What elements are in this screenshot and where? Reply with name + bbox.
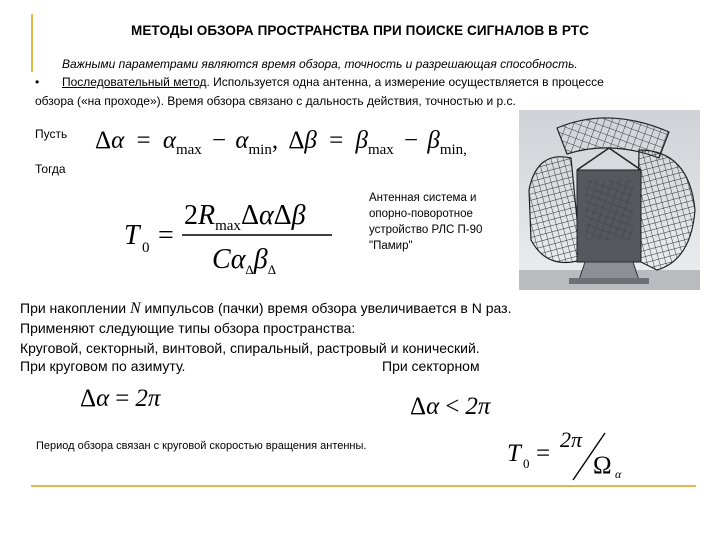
f2-sub-beta: Δ (267, 262, 277, 277)
f2-zero: 0 (142, 240, 150, 256)
slide-title: МЕТОДЫ ОБЗОРА ПРОСТРАНСТВА ПРИ ПОИСКЕ СИГНАЛОВ В РТС (130, 23, 589, 38)
f5-eq: = (536, 440, 551, 467)
f1-beta-min: β (427, 127, 440, 154)
f1-sub-max-a: max (175, 142, 202, 158)
let-label: Пусть (35, 127, 68, 141)
then-label: Тогда (35, 162, 66, 176)
f4-delta: Δ (410, 393, 427, 420)
f2-sub-max: max (215, 218, 241, 234)
f1-sub-min-b: min, (439, 142, 467, 158)
f1-eq-a: = (136, 127, 151, 154)
f1-eq-b: = (329, 127, 344, 154)
accumulation-line (20, 300, 511, 318)
sector-label: При секторном (382, 358, 480, 374)
intro-text: Важными параметрами являются время обзора, точность и разрешающая способность. (62, 57, 578, 71)
delta-definition-formula (95, 118, 495, 158)
antenna-caption: Антенная система и опорно-поворотное устройство РЛС П-90 "Памир" (369, 192, 483, 252)
f2-delta-b: Δ (273, 200, 292, 231)
f1-alpha-max: α (162, 127, 176, 154)
t0-formula (120, 192, 345, 282)
f2-sub-alpha: Δ (245, 262, 254, 277)
period-formula (505, 425, 635, 483)
period-text: Период обзора связан с круговой скоростью вращения антенны. (36, 440, 367, 452)
f3-alpha: α (96, 385, 110, 412)
f1-beta-max: β (355, 127, 368, 154)
svg-text:Δα=2π (80, 385, 162, 412)
accent-vertical-rule (31, 14, 33, 72)
f4-alpha: α (426, 393, 440, 420)
types-list-line: Круговой, секторный, винтовой, спиральный, растровый и конический. (20, 340, 480, 356)
bullet-rest: . Используется одна антенна, а измерение осуществляется в процессе (206, 75, 604, 89)
f4-lt: < (445, 393, 460, 420)
svg-text:Δα = αmax − αm (95, 127, 467, 158)
f5-T: T (507, 440, 521, 467)
f1-alpha-a: α (111, 127, 125, 154)
bullet-line-2: обзора («на проходе»). Время обзора связано с дальность действия, точностью и р.с. (35, 94, 516, 108)
f2-alpha-den: α (230, 244, 246, 275)
f5-sub: α (615, 467, 622, 481)
f1-comma: , (271, 127, 279, 154)
f2-R: R (198, 200, 216, 231)
svg-text:Δα<2π (410, 393, 492, 420)
bullet-mark: • (35, 75, 40, 89)
types-intro-line: Применяют следующие типы обзора пространства: (20, 320, 356, 336)
f3-delta: Δ (80, 385, 97, 412)
accumulation-text-b: импульсов (пачки) время обзора увеличивается в N раз. (140, 300, 512, 316)
f2-two: 2 (184, 200, 198, 231)
f1-minus-b: − (404, 127, 419, 154)
f2-beta-num: β (291, 200, 306, 231)
var-N: N (129, 300, 141, 317)
circular-formula (80, 380, 190, 414)
f2-delta-a: Δ (240, 200, 259, 231)
f1-sub-min-a: min (248, 142, 272, 158)
f1-sub-max-b: max (367, 142, 394, 158)
f4-rhs: 2π (465, 393, 491, 420)
radar-antenna-photo (519, 110, 700, 290)
f5-zero: 0 (523, 456, 530, 471)
f2-alpha-num: α (258, 200, 274, 231)
f5-omega: Ω (593, 452, 612, 479)
accent-horizontal-rule (31, 485, 696, 487)
f2-eq: = (158, 220, 174, 251)
f1-delta-a: Δ (95, 127, 112, 154)
f3-rhs: 2π (135, 385, 161, 412)
f1-beta-b: β (304, 127, 317, 154)
accumulation-text-a: При накоплении (20, 300, 130, 316)
f5-num: 2π (560, 427, 583, 452)
bullet-line-1 (35, 75, 604, 89)
circular-label: При круговом по азимуту. (20, 358, 186, 374)
f2-beta-den: β (253, 244, 268, 275)
f1-alpha-min: α (235, 127, 249, 154)
f1-minus-a: − (212, 127, 227, 154)
f2-C: C (212, 244, 231, 275)
sector-formula (410, 388, 520, 422)
sequential-method-term: Последовательный метод (62, 75, 207, 89)
svg-text:2RmaxΔαΔβ (184, 200, 306, 234)
f2-T: T (124, 220, 140, 251)
f3-eq: = (115, 385, 130, 412)
f1-delta-b: Δ (288, 127, 305, 154)
svg-text:CαΔβΔ (212, 244, 276, 277)
